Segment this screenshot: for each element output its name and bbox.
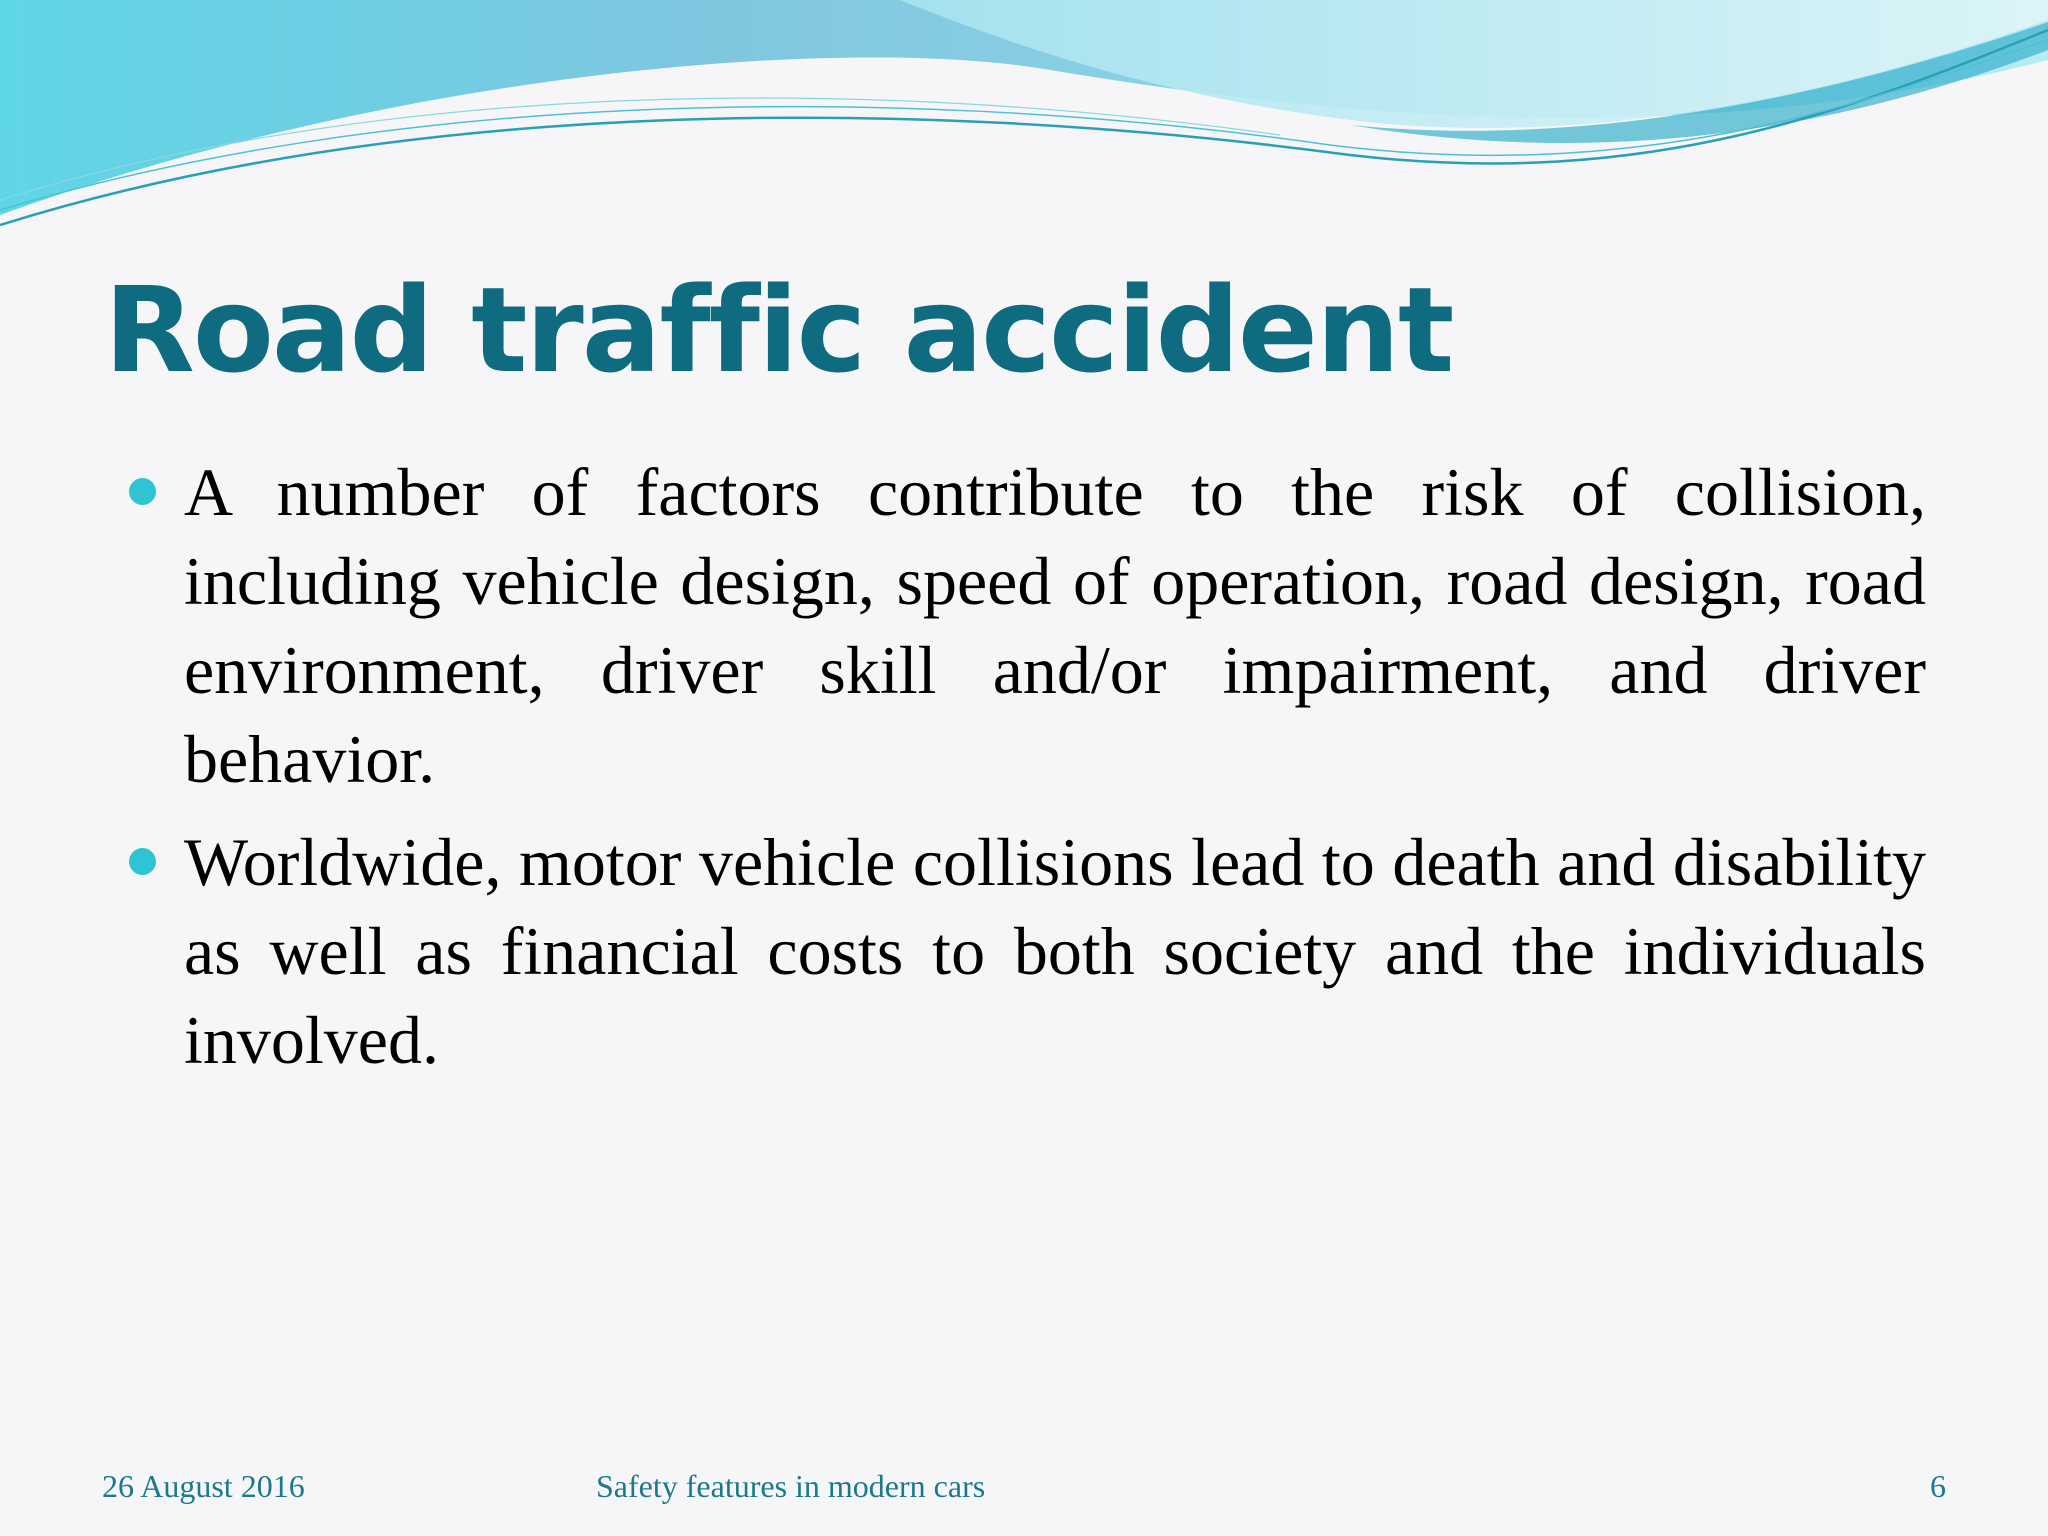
footer-date: 26 August 2016 (102, 1468, 305, 1504)
bullet-text: Worldwide, motor vehicle collisions lead to death and disability as well as financial costs to both society and the individuals involved. (184, 824, 1926, 1078)
bullet-list (126, 448, 1926, 1099)
bullet-dot-icon (129, 848, 156, 875)
slide-title: Road traffic accident (104, 261, 1453, 399)
bullet-dot-icon (129, 478, 156, 505)
slide-number: 6 (1930, 1468, 1946, 1504)
bullet-item (126, 818, 1926, 1085)
decorative-wave-header (0, 0, 2048, 240)
bullet-item (126, 448, 1926, 804)
footer-title: Safety features in modern cars (596, 1468, 986, 1504)
bullet-text: A number of factors contribute to the risk of collision, including vehicle design, speed of operation, road design, road environment, driver skill and/or impairment, and driver behavior. (184, 454, 1926, 797)
